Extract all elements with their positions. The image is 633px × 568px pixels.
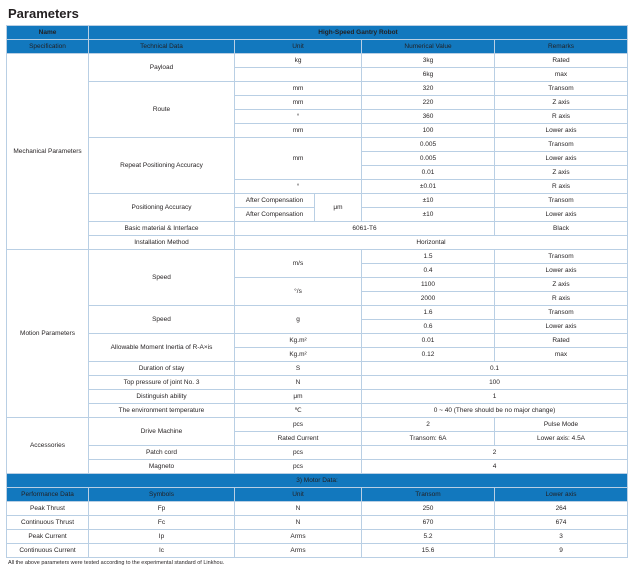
- unit-cell: S: [235, 362, 362, 376]
- footnote: All the above parameters were tested according to the experimental standard of Linkhou.: [8, 560, 225, 566]
- motor-column-unit: Unit: [235, 488, 362, 502]
- motor-row-unit: N: [235, 516, 362, 530]
- value-cell: 0.01: [362, 334, 495, 348]
- value-cell: 2: [362, 446, 628, 460]
- motor-row-name: Continuous Current: [7, 544, 89, 558]
- motor-column-transom: Transom: [362, 488, 495, 502]
- motor-row-symbol: Ic: [89, 544, 235, 558]
- unit-cell: μm: [315, 194, 362, 222]
- item-patch-cord: Patch cord: [89, 446, 235, 460]
- unit-cell: [235, 68, 362, 82]
- unit-cell: pcs: [235, 460, 362, 474]
- table-row: [7, 544, 628, 558]
- value-cell: 100: [362, 376, 628, 390]
- value-cell: 0.005: [362, 138, 495, 152]
- remark-cell: Z axis: [495, 166, 628, 180]
- table-row: [7, 502, 628, 516]
- remark-cell: R axis: [495, 110, 628, 124]
- unit-cell: mm: [235, 138, 362, 180]
- item-positioning-accuracy: Positioning Accuracy: [89, 194, 235, 222]
- motor-column-performance-data: Performance Data: [7, 488, 89, 502]
- motor-row-unit: Arms: [235, 530, 362, 544]
- value-cell: Transom: 6A: [362, 432, 495, 446]
- table-row: [7, 404, 628, 418]
- motor-row-lower: 264: [495, 502, 628, 516]
- value-cell: 2000: [362, 292, 495, 306]
- value-cell: 1: [362, 390, 628, 404]
- item-allowable-moment-inertia: Allowable Moment Inertia of R-A×is: [89, 334, 235, 362]
- value-cell: 0.4: [362, 264, 495, 278]
- value-cell: 4: [362, 460, 628, 474]
- unit-cell: mm: [235, 124, 362, 138]
- value-cell: 100: [362, 124, 495, 138]
- table-row: [7, 250, 628, 264]
- remark-cell: Pulse Mode: [495, 418, 628, 432]
- table-row: [7, 530, 628, 544]
- value-cell: 3kg: [362, 54, 495, 68]
- motor-row-name: Continuous Thrust: [7, 516, 89, 530]
- unit-cell: °/s: [235, 278, 362, 306]
- value-cell: 1.5: [362, 250, 495, 264]
- item-drive-machine: Drive Machine: [89, 418, 235, 446]
- item-route: Route: [89, 82, 235, 138]
- unit-cell: °: [235, 110, 362, 124]
- header-product-name: High-Speed Gantry Robot: [89, 26, 628, 40]
- remark-cell: Z axis: [495, 96, 628, 110]
- value-cell: 220: [362, 96, 495, 110]
- table-row: [7, 54, 628, 68]
- unit-compensation-cell: After Compensation: [235, 194, 315, 208]
- item-payload: Payload: [89, 54, 235, 82]
- remark-cell: Transom: [495, 306, 628, 320]
- unit-cell: mm: [235, 82, 362, 96]
- unit-compensation-cell: After Compensation: [235, 208, 315, 222]
- value-cell: 0 ~ 40 (There should be no major change): [362, 404, 628, 418]
- value-cell: 2: [362, 418, 495, 432]
- unit-cell: pcs: [235, 418, 362, 432]
- value-cell: 320: [362, 82, 495, 96]
- motor-row-lower: 3: [495, 530, 628, 544]
- unit-cell: N: [235, 376, 362, 390]
- remark-cell: max: [495, 348, 628, 362]
- table-row: [7, 516, 628, 530]
- table-row: [7, 460, 628, 474]
- header-name-label: Name: [7, 26, 89, 40]
- remark-cell: Rated: [495, 334, 628, 348]
- page-title: Parameters: [8, 6, 79, 21]
- value-cell: 6061-T6: [235, 222, 495, 236]
- unit-cell: Kg.m²: [235, 348, 362, 362]
- remark-cell: Transom: [495, 250, 628, 264]
- motor-row-unit: N: [235, 502, 362, 516]
- remark-cell: Transom: [495, 138, 628, 152]
- table-row: [7, 26, 628, 40]
- group-accessories: Accessories: [7, 418, 89, 474]
- unit-cell: Rated Current: [235, 432, 362, 446]
- table-row: [7, 376, 628, 390]
- remark-cell: Black: [495, 222, 628, 236]
- group-mechanical-parameters: Mechanical Parameters: [7, 54, 89, 250]
- remark-cell: Lower axis: [495, 124, 628, 138]
- value-cell: ±0.01: [362, 180, 495, 194]
- motor-row-lower: 674: [495, 516, 628, 530]
- table-row: [7, 194, 628, 208]
- table-row: [7, 236, 628, 250]
- motor-row-symbol: Fp: [89, 502, 235, 516]
- value-cell: ±10: [362, 194, 495, 208]
- remark-cell: Transom: [495, 82, 628, 96]
- remark-cell: max: [495, 68, 628, 82]
- value-cell: Horizontal: [235, 236, 628, 250]
- motor-row-unit: Arms: [235, 544, 362, 558]
- table-row: [7, 390, 628, 404]
- remark-cell: R axis: [495, 180, 628, 194]
- table-row: [7, 222, 628, 236]
- unit-cell: °: [235, 180, 362, 194]
- value-cell: 0.1: [362, 362, 628, 376]
- value-cell: 0.6: [362, 320, 495, 334]
- table-row: [7, 446, 628, 460]
- motor-column-lower-axis: Lower axis: [495, 488, 628, 502]
- motor-row-symbol: Fc: [89, 516, 235, 530]
- table-row: [7, 306, 628, 320]
- item-magneto: Magneto: [89, 460, 235, 474]
- table-row: [7, 138, 628, 152]
- motor-section-title: 3) Motor Data:: [7, 474, 628, 488]
- unit-cell: mm: [235, 96, 362, 110]
- remark-cell: Lower axis: [495, 320, 628, 334]
- unit-cell: pcs: [235, 446, 362, 460]
- item-speed-acceleration: Speed: [89, 306, 235, 334]
- table-row: [7, 334, 628, 348]
- motor-column-symbols: Symbols: [89, 488, 235, 502]
- remark-cell: R axis: [495, 292, 628, 306]
- motor-row-transom: 670: [362, 516, 495, 530]
- column-unit: Unit: [235, 40, 362, 54]
- remark-cell: Rated: [495, 54, 628, 68]
- motor-row-transom: 5.2: [362, 530, 495, 544]
- motor-row-symbol: Ip: [89, 530, 235, 544]
- value-cell: 0.12: [362, 348, 495, 362]
- remark-cell: Lower axis: 4.5A: [495, 432, 628, 446]
- remark-cell: Transom: [495, 194, 628, 208]
- motor-row-transom: 250: [362, 502, 495, 516]
- item-distinguish-ability: Distinguish ability: [89, 390, 235, 404]
- item-environment-temperature: The environment temperature: [89, 404, 235, 418]
- unit-cell: ℃: [235, 404, 362, 418]
- unit-cell: kg: [235, 54, 362, 68]
- item-repeat-positioning-accuracy: Repeat Positioning Accuracy: [89, 138, 235, 194]
- unit-cell: Kg.m²: [235, 334, 362, 348]
- remark-cell: Lower axis: [495, 152, 628, 166]
- motor-row-transom: 15.6: [362, 544, 495, 558]
- item-basic-material-interface: Basic material & Interface: [89, 222, 235, 236]
- item-duration-of-stay: Duration of stay: [89, 362, 235, 376]
- column-technical-data: Technical Data: [89, 40, 235, 54]
- item-installation-method: Installation Method: [89, 236, 235, 250]
- table-row: [7, 418, 628, 432]
- motor-row-name: Peak Thrust: [7, 502, 89, 516]
- group-motion-parameters: Motion Parameters: [7, 250, 89, 418]
- remark-cell: Lower axis: [495, 208, 628, 222]
- motor-row-name: Peak Current: [7, 530, 89, 544]
- table-row: [7, 488, 628, 502]
- table-row: [7, 362, 628, 376]
- column-specification: Specification: [7, 40, 89, 54]
- table-row: [7, 40, 628, 54]
- unit-cell: μm: [235, 390, 362, 404]
- value-cell: 1.6: [362, 306, 495, 320]
- value-cell: 6kg: [362, 68, 495, 82]
- column-remarks: Remarks: [495, 40, 628, 54]
- item-top-pressure-joint-3: Top pressure of joint No. 3: [89, 376, 235, 390]
- value-cell: 360: [362, 110, 495, 124]
- value-cell: ±10: [362, 208, 495, 222]
- value-cell: 1100: [362, 278, 495, 292]
- item-speed-linear: Speed: [89, 250, 235, 306]
- column-numerical-value: Numerical Value: [362, 40, 495, 54]
- remark-cell: Z axis: [495, 278, 628, 292]
- remark-cell: Lower axis: [495, 264, 628, 278]
- table-row: [7, 474, 628, 488]
- table-row: [7, 82, 628, 96]
- value-cell: 0.01: [362, 166, 495, 180]
- unit-cell: g: [235, 306, 362, 334]
- motor-row-lower: 9: [495, 544, 628, 558]
- unit-cell: m/s: [235, 250, 362, 278]
- parameters-table: [6, 25, 628, 558]
- value-cell: 0.005: [362, 152, 495, 166]
